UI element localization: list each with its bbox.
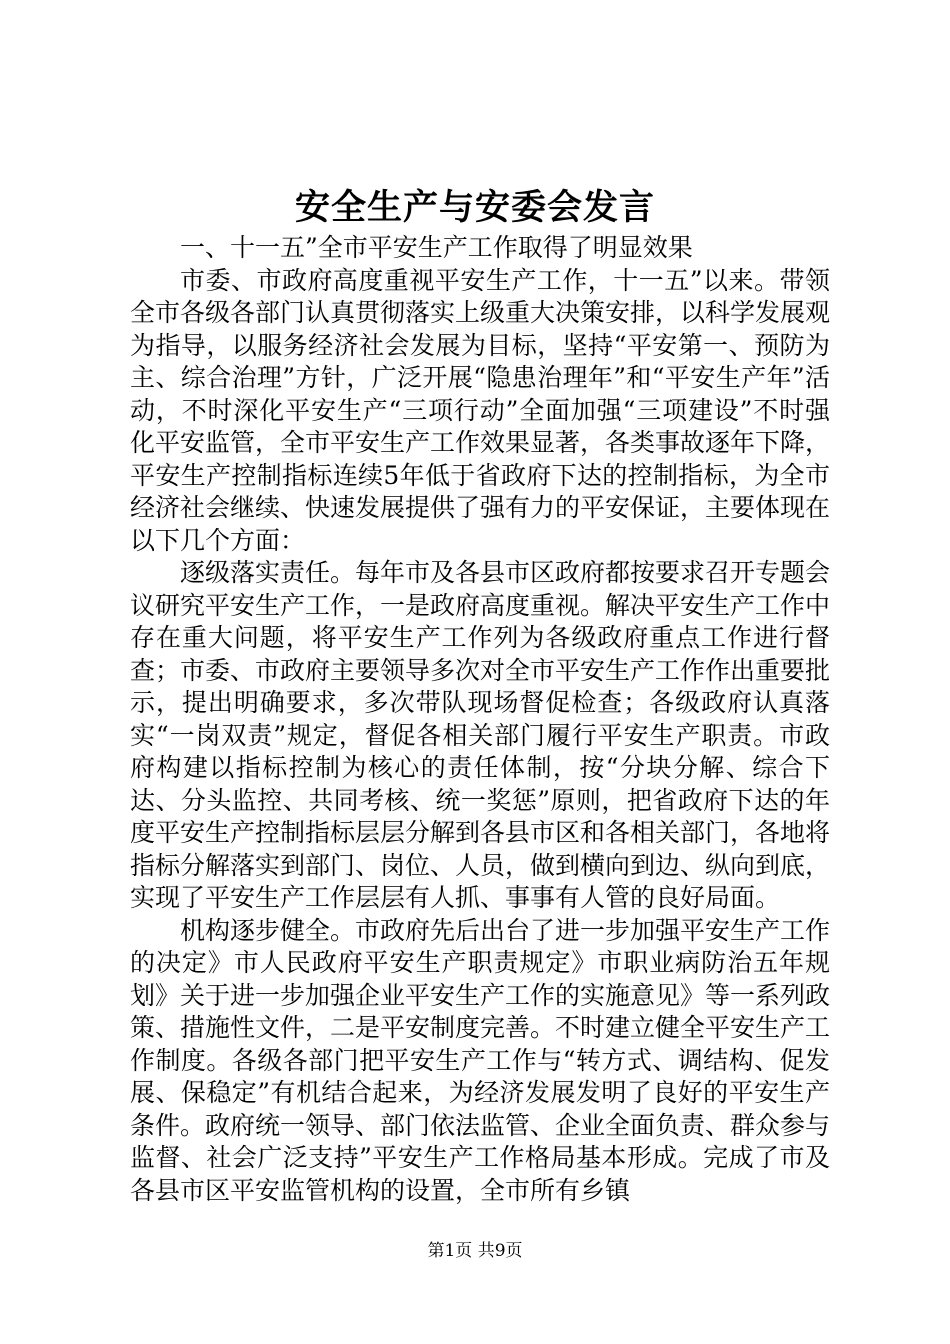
- page-number-footer: 第1页 共9页: [427, 1241, 523, 1261]
- body-paragraph: 机构逐步健全。市政府先后出台了进一步加强平安生产工作的决定》市人民政府平安生产职责规定》市职业病防治五年规划》关于进一步加强企业平安生产工作的实施意见》等一系列政策、措施性文件，二是平安制度完善。不时建立健全平安生产工作制度。各级各部门把平安生产工作与“转方式、调结构、促发展、保稳定”有机结合起来，为经济发展发明了良好的平安生产条件。政府统一领导、部门依法监管、企业全面负责、群众参与监督、社会广泛支持”平安生产工作格局基本形成。完成了市及各县市区平安监管机构的设置，全市所有乡镇: [130, 915, 831, 1205]
- section-heading: 一、十一五”全市平安生产工作取得了明显效果: [180, 233, 693, 262]
- page-title: 安全生产与安委会发言: [294, 187, 655, 228]
- document-body: [130, 232, 830, 1207]
- body-paragraph: 逐级落实责任。每年市及各县市区政府都按要求召开专题会议研究平安生产工作，一是政府高度重视。解决平安生产工作中存在重大问题，将平安生产工作列为各级政府重点工作进行督查；市委、市政府主要领导多次对全市平安生产工作作出重要批示，提出明确要求，多次带队现场督促检查；各级政府认真落实“一岗双责”规定，督促各相关部门履行平安生产职责。市政府构建以指标控制为核心的责任体制，按“分块分解、综合下达、分头监控、共同考核、统一奖惩”原则，把省政府下达的年度平安生产控制指标层层分解到各县市区和各相关部门，各地将指标分解落实到部门、岗位、人员，做到横向到边、纵向到底，实现了平安生产工作层层有人抓、事事有人管的良好局面。: [130, 558, 831, 912]
- body-paragraph: 市委、市政府高度重视平安生产工作，十一五”以来。带领全市各级各部门认真贯彻落实上级重大决策安排，以科学发展观为指导，以服务经济社会发展为目标，坚持“平安第一、预防为主、综合治理”方针，广泛开展“隐患治理年”和“平安生产年”活动，不时深化平安生产“三项行动”全面加强“三项建设”不时强化平安监管，全市平安生产工作效果显著，各类事故逐年下降，平安生产控制指标连续5年低于省政府下达的控制指标，为全市经济社会继续、快速发展提供了强有力的平安保证，主要体现在以下几个方面：: [130, 265, 831, 555]
